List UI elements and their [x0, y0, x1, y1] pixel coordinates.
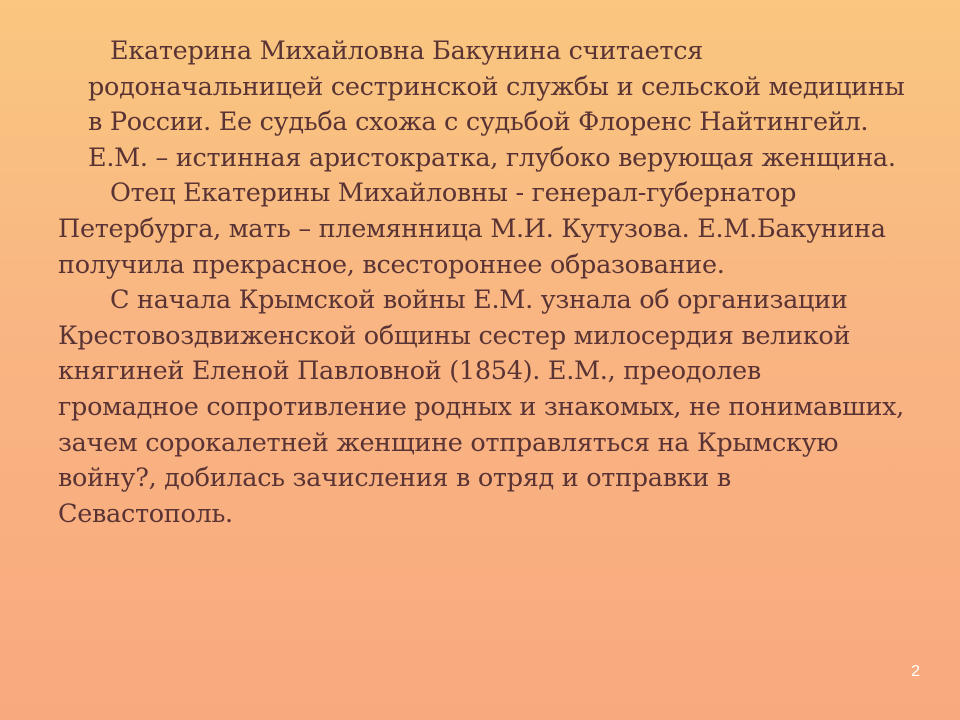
paragraph-family-education: Отец Екатерины Михайловны - генерал-губернатор Петербурга, мать – племянница М.И. Кутузова. Е.М.Бакунина получила прекрасное, всестороннее образование. [58, 178, 886, 280]
slide-page-number: 2 [911, 663, 920, 680]
slide-body-text [58, 34, 908, 532]
paragraph-crimean-war: С начала Крымской войны Е.М. узнала об организации Крестовоздвиженской общины сестер милосердия великой княгиней Еленой Павловной (1854). Е.М., преодолев громадное сопротивление родных и знакомых, не понимавших, зачем сорокалетней женщине отправляться на Крымскую войну?, добилась зачисления в отряд и отправки в Севастополь. [58, 285, 904, 529]
paragraph-bakunina-intro: Екатерина Михайловна Бакунина считается родоначальницей сестринской службы и сельской медицины в России. Ее судьба схожа с судьбой Флоренс Найтингейл. Е.М. – истинная аристократка, глубоко верующая женщина. [88, 36, 905, 173]
